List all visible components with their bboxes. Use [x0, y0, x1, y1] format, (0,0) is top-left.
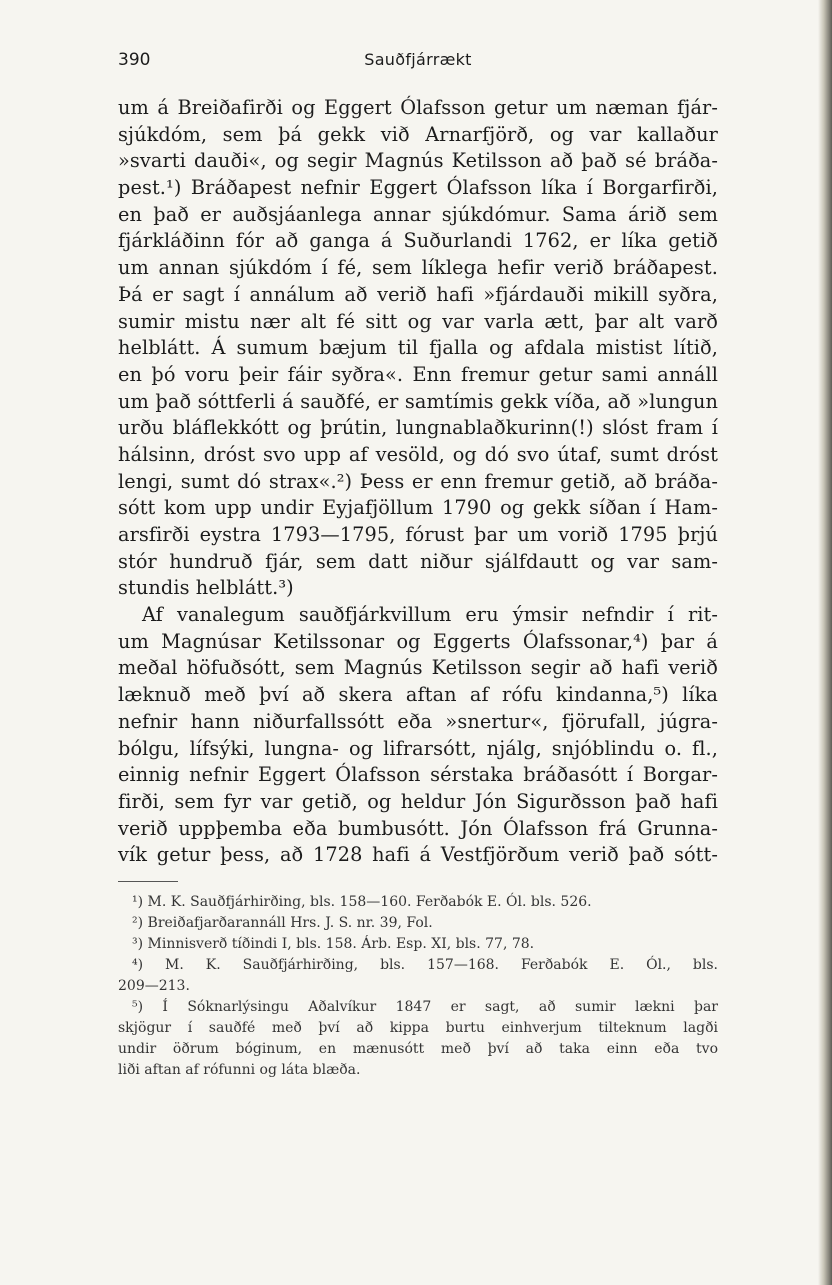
body-line: meðal höfuðsótt, sem Magnús Ketilsson segir að hafi verið: [118, 656, 718, 680]
footnote-continuation: liði aftan af rófunni og láta blæða.: [118, 1062, 361, 1078]
body-line: firði, sem fyr var getið, og heldur Jón Sigurðsson það hafi: [118, 789, 718, 813]
footnote: ⁵) Í Sóknarlýsingu Aðalvíkur 1847 er sagt, að sumir lækni þar: [132, 999, 718, 1015]
body-line: vík getur þess, að 1728 hafi á Vestfjörðum verið það sótt-: [118, 843, 718, 867]
running-title: Sauðfjárrækt: [364, 50, 472, 69]
body-line: en þó voru þeir fáir syðra«. Enn fremur getur sami annáll: [118, 362, 718, 386]
page-edge-shadow: [818, 0, 832, 1285]
footnote-continuation: skjögur í sauðfé með því að kippa burtu einhverjum tilteknum lagði: [118, 1020, 718, 1036]
body-line: verið uppþemba eða bumbusótt. Jón Ólafsson frá Grunna-: [118, 816, 718, 840]
body-line: »svarti dauði«, og segir Magnús Ketilsson að það sé bráða-: [118, 149, 718, 173]
body-line: sumir mistu nær alt fé sitt og var varla ætt, þar alt varð: [118, 309, 718, 333]
body-line: læknuð með því að skera aftan af rófu kindanna,⁵) líka: [118, 683, 718, 707]
body-line: um Magnúsar Ketilssonar og Eggerts Ólafssonar,⁴) þar á: [118, 629, 718, 653]
body-line: nefnir hann niðurfallssótt eða »snertur«, fjörufall, júgra-: [118, 709, 718, 733]
footnote-continuation: undir öðrum bóginum, en mænusótt með því að taka einn eða tvo: [118, 1041, 718, 1057]
body-line: stundis helblátt.³): [118, 576, 294, 600]
body-line: um það sóttferli á sauðfé, er samtímis gekk víða, að »lungun: [118, 389, 718, 413]
footnote: ³) Minnisverð tíðindi I, bls. 158. Árb. Esp. XI, bls. 77, 78.: [132, 936, 535, 952]
body-line: hálsinn, dróst svo upp af vesöld, og dó svo útaf, sumt dróst: [118, 442, 718, 466]
footnote-continuation: 209—213.: [118, 978, 190, 994]
body-line: fjárkláðinn fór að ganga á Suðurlandi 1762, er líka getið: [118, 229, 718, 253]
footnotes: [118, 892, 718, 1081]
footnote: ¹) M. K. Sauðfjárhirðing, bls. 158—160. Ferðabók E. Ól. bls. 526.: [132, 894, 592, 910]
footnote: ²) Breiðafjarðarannáll Hrs. J. S. nr. 39, Fol.: [132, 915, 433, 931]
footnote: ⁴) M. K. Sauðfjárhirðing, bls. 157—168. Ferðabók E. Ól., bls.: [132, 957, 718, 973]
page-header: [118, 50, 718, 74]
body-line: um á Breiðafirði og Eggert Ólafsson getur um næman fjár-: [118, 96, 718, 119]
body-line: Af vanalegum sauðfjárkvillum eru ýmsir nefndir í rit-: [142, 603, 718, 627]
body-line: einnig nefnir Eggert Ólafsson sérstaka bráðasótt í Borgar-: [118, 763, 718, 787]
body-line: arsfirði eystra 1793—1795, fórust þar um vorið 1795 þrjú: [118, 523, 718, 546]
body-line: sjúkdóm, sem þá gekk við Arnarfjörð, og var kallaður: [118, 122, 718, 146]
body-line: um annan sjúkdóm í fé, sem líklega hefir verið bráðapest.: [118, 256, 718, 280]
body-line: pest.¹) Bráðapest nefnir Eggert Ólafsson líka í Borgarfirði,: [118, 176, 718, 200]
body-text: [118, 95, 718, 869]
body-line: lengi, sumt dó strax«.²) Þess er enn fremur getið, að bráða-: [118, 469, 718, 493]
footnote-rule: [118, 881, 178, 882]
body-line: stór hundruð fjár, sem datt niður sjálfdautt og var sam-: [118, 549, 718, 573]
body-line: Þá er sagt í annálum að verið hafi »fjárdauði mikill syðra,: [118, 282, 718, 306]
body-line: helblátt. Á sumum bæjum til fjalla og afdala mistist lítið,: [118, 336, 718, 360]
body-line: en það er auðsjáanlega annar sjúkdómur. Sama árið sem: [118, 202, 718, 226]
page-number: 390: [118, 50, 151, 70]
body-line: urðu bláflekkótt og þrútin, lungnablaðkurinn(!) slóst fram í: [118, 416, 718, 440]
body-line: sótt kom upp undir Eyjafjöllum 1790 og gekk síðan í Ham-: [118, 496, 718, 520]
body-line: bólgu, lífsýki, lungna- og lifrarsótt, njálg, snjóblindu o. fl.,: [118, 736, 718, 760]
